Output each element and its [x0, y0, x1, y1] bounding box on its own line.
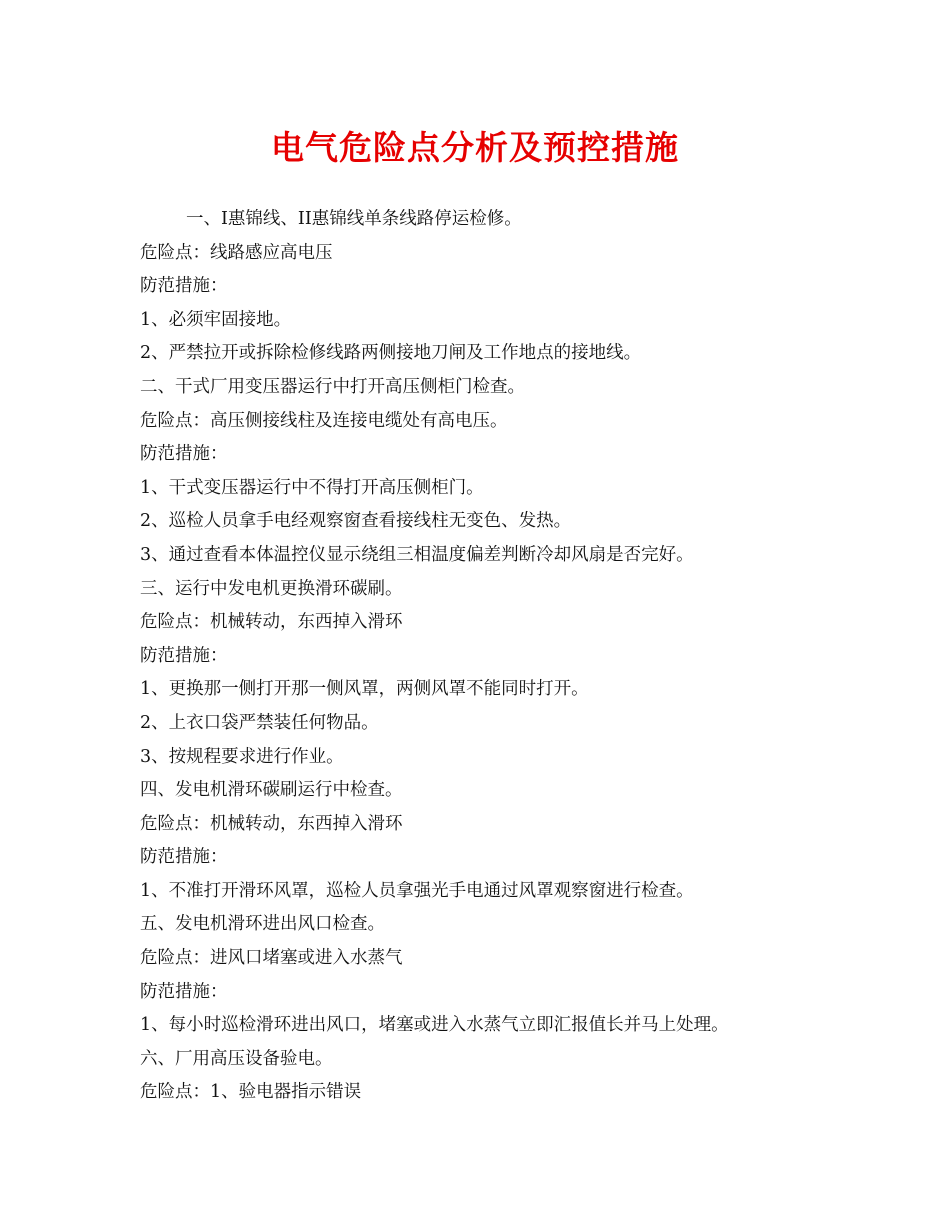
section-heading: 一、I惠锦线、II惠锦线单条线路停运检修。 [186, 209, 522, 229]
measures-label: 防范措施： [140, 847, 228, 868]
measure-item: 2、严禁拉开或拆除检修线路两侧接地刀闸及工作地点的接地线。 [140, 343, 642, 364]
section-heading: 四、发电机滑环碳刷运行中检查。 [140, 780, 403, 801]
hazard-line: 危险点：进风口堵塞或进入水蒸气 [140, 948, 403, 969]
measure-item: 1、必须牢固接地。 [140, 309, 292, 330]
measure-item: 3、按规程要求进行作业。 [140, 746, 344, 767]
measures-label: 防范措施： [140, 444, 228, 465]
hazard-line: 危险点：机械转动，东西掉入滑环 [140, 813, 403, 834]
hazard-line: 危险点：高压侧接线柱及连接电缆处有高电压。 [140, 410, 508, 431]
measures-label: 防范措施： [140, 276, 228, 297]
section-heading: 二、干式厂用变压器运行中打开高压侧柜门检查。 [140, 376, 525, 397]
section-heading: 六、厂用高压设备验电。 [140, 1048, 333, 1069]
document-body [140, 203, 900, 1110]
measure-item: 1、干式变压器运行中不得打开高压侧柜门。 [140, 477, 484, 498]
section-heading: 五、发电机滑环进出风口检查。 [140, 914, 385, 935]
document-title: 电气危险点分析及预控措施 [271, 128, 679, 167]
measure-item: 1、每小时巡检滑环进出风口，堵塞或进入水蒸气立即汇报值长并马上处理。 [140, 1015, 729, 1036]
measure-item: 1、不准打开滑环风罩，巡检人员拿强光手电通过风罩观察窗进行检查。 [140, 880, 694, 901]
section-heading: 三、运行中发电机更换滑环碳刷。 [140, 578, 403, 599]
hazard-line: 危险点：线路感应高电压 [140, 242, 333, 263]
measure-item: 2、上衣口袋严禁装任何物品。 [140, 712, 379, 733]
measure-item: 1、更换那一侧打开那一侧风罩，两侧风罩不能同时打开。 [140, 679, 589, 700]
measures-label: 防范措施： [140, 981, 228, 1002]
measure-item: 3、通过查看本体温控仪显示绕组三相温度偏差判断冷却风扇是否完好。 [140, 544, 694, 565]
hazard-line: 危险点：机械转动，东西掉入滑环 [140, 612, 403, 633]
measure-item: 2、巡检人员拿手电经观察窗查看接线柱无变色、发热。 [140, 511, 572, 532]
hazard-line: 危险点：1、验电器指示错误 [140, 1082, 362, 1103]
measures-label: 防范措施： [140, 645, 228, 666]
